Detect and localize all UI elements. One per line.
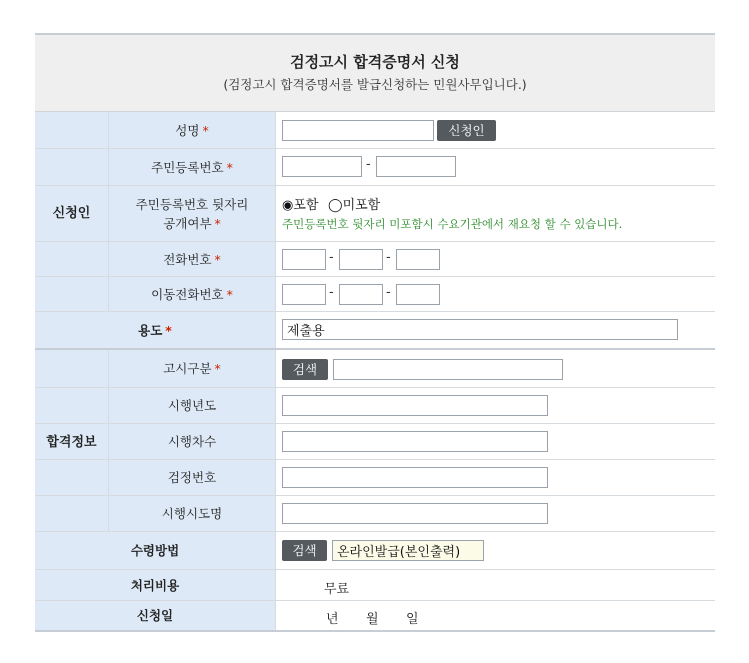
date-day: 일 <box>406 612 419 627</box>
row-round <box>35 424 715 460</box>
category-applicant: 신청인 <box>35 112 109 312</box>
purpose-input[interactable] <box>282 319 678 340</box>
phone-part3-input[interactable] <box>396 249 440 270</box>
row-rrn-disclosure <box>35 186 715 242</box>
row-region <box>35 496 715 532</box>
required-mark: * <box>202 122 209 138</box>
rrn-disclosure-note: 주민등록번호 뒷자리 미포함시 수요기관에서 재요청 할 수 있습니다. <box>282 217 623 231</box>
fee-label: 처리비용 <box>35 570 276 600</box>
exam-number-label: 검정번호 <box>109 460 276 495</box>
round-input[interactable] <box>282 431 548 452</box>
required-mark: * <box>226 159 233 175</box>
phone-part1-input[interactable] <box>282 249 326 270</box>
region-input[interactable] <box>282 503 548 524</box>
required-mark: * <box>214 215 221 231</box>
applicant-button[interactable]: 신청인 <box>437 120 496 141</box>
row-name <box>35 112 715 149</box>
date-month: 월 <box>366 612 379 627</box>
year-label: 시행년도 <box>109 388 276 423</box>
radio-exclude[interactable]: ◯미포함 <box>328 198 381 213</box>
year-input[interactable] <box>282 395 548 416</box>
radio-include[interactable]: ◉포함 <box>282 198 319 213</box>
row-fee <box>35 570 715 601</box>
row-application-date <box>35 601 715 632</box>
region-label: 시행시도명 <box>109 496 276 531</box>
rrn-back-input[interactable] <box>376 156 456 177</box>
category-pass-info: 합격정보 <box>35 350 109 532</box>
mobile-part1-input[interactable] <box>282 284 326 305</box>
rrn-separator: - <box>366 157 371 172</box>
rrn-label: 주민등록번호 * <box>109 149 276 185</box>
page-subtitle: (검정고시 합격증명서를 발급신청하는 민원사무입니다.) <box>223 77 527 92</box>
exam-type-search-button[interactable]: 검색 <box>282 359 328 380</box>
row-receipt-method <box>35 532 715 570</box>
exam-number-input[interactable] <box>282 467 548 488</box>
row-mobile: 이동전화번호 * - - <box>35 277 715 312</box>
mobile-label: 이동전화번호 * <box>109 277 276 311</box>
required-mark: * <box>226 286 233 302</box>
form-header <box>35 35 715 112</box>
phone-label: 전화번호 * <box>109 242 276 276</box>
row-phone: 전화번호 * - - <box>35 242 715 277</box>
receipt-search-button[interactable]: 검색 <box>282 540 327 561</box>
exam-type-input[interactable] <box>333 359 563 380</box>
row-exam-type <box>35 350 715 388</box>
row-year <box>35 388 715 424</box>
row-purpose <box>35 312 715 350</box>
date-year: 년 <box>326 612 339 627</box>
purpose-label: 용도 * <box>35 312 276 348</box>
radio-checked-icon: ◉ <box>282 198 294 213</box>
name-label: 성명 * <box>109 112 276 148</box>
required-mark: * <box>214 361 221 376</box>
name-input[interactable] <box>282 120 434 141</box>
fee-value: 무료 <box>324 582 350 597</box>
phone-part2-input[interactable] <box>339 249 383 270</box>
exam-type-label: 고시구분 * <box>109 350 276 387</box>
rrn-disclosure-label: 주민등록번호 뒷자리 공개여부 * <box>109 186 276 241</box>
row-rrn <box>35 149 715 186</box>
mobile-part2-input[interactable] <box>339 284 383 305</box>
certificate-application-form <box>35 33 715 627</box>
receipt-method-label: 수령방법 <box>35 532 276 569</box>
radio-unchecked-icon: ◯ <box>328 198 343 213</box>
rrn-front-input[interactable] <box>282 156 362 177</box>
receipt-method-input[interactable] <box>332 540 484 561</box>
required-mark: * <box>165 322 172 338</box>
page-title: 검정고시 합격증명서 신청 <box>290 53 460 71</box>
required-mark: * <box>214 251 221 267</box>
application-date-label: 신청일 <box>35 601 276 630</box>
round-label: 시행차수 <box>109 424 276 459</box>
mobile-part3-input[interactable] <box>396 284 440 305</box>
row-exam-number <box>35 460 715 496</box>
